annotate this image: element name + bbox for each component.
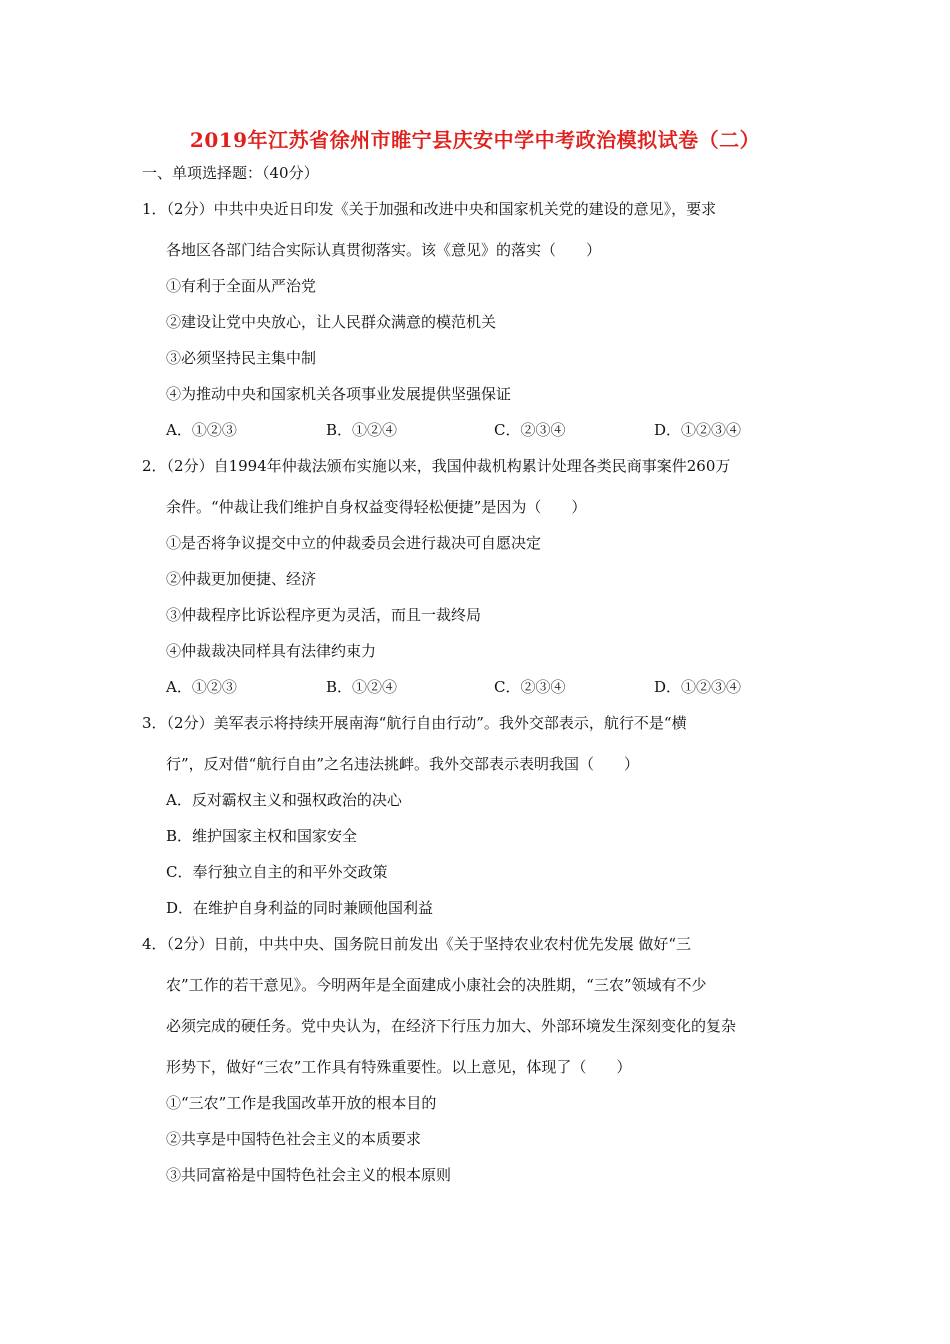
question-1-choice-a: A．①②③ [166, 421, 237, 439]
section-heading: 一、单项选择题：（40分） [142, 164, 319, 182]
question-1-statement-4: ④为推动中央和国家机关各项事业发展提供坚强保证 [166, 385, 512, 403]
question-3-choice-b: B．维护国家主权和国家安全 [166, 827, 358, 845]
question-1-choices [166, 420, 826, 440]
question-1-statement-1: ①有利于全面从严治党 [166, 277, 317, 295]
question-2-statement-3: ③仲裁程序比诉讼程序更为灵活，而且一裁终局 [166, 606, 482, 624]
question-2-statement-2: ②仲裁更加便捷、经济 [166, 570, 317, 588]
question-2-stem-line-1: 2．（2分）自1994年仲裁法颁布实施以来，我国仲裁机构累计处理各类民商事案件260万 [142, 457, 731, 475]
question-1-choice-d: D．①②③④ [654, 421, 742, 439]
question-2-statement-1: ①是否将争议提交中立的仲裁委员会进行裁决可自愿决定 [166, 534, 542, 552]
question-4-statement-3: ③共同富裕是中国特色社会主义的根本原则 [166, 1166, 452, 1184]
question-1-stem-line-2: 各地区各部门结合实际认真贯彻落实。该《意见》的落实（ ） [166, 241, 602, 259]
question-3-choice-a: A．反对霸权主义和强权政治的决心 [166, 791, 402, 809]
question-3-stem-line-2: 行”，反对借“航行自由”之名违法挑衅。我外交部表示表明我国（ ） [166, 755, 640, 773]
question-1-statement-2: ②建设让党中央放心，让人民群众满意的模范机关 [166, 313, 497, 331]
question-2-choice-a: A．①②③ [166, 678, 237, 696]
question-1-choice-b: B．①②④ [326, 421, 398, 439]
question-3-choice-d: D．在维护自身利益的同时兼顾他国利益 [166, 899, 434, 917]
question-2-choice-b: B．①②④ [326, 678, 398, 696]
question-2-stem-line-2: 余件。“仲裁让我们维护自身权益变得轻松便捷”是因为（ ） [166, 498, 587, 516]
question-4-stem-line-1: 4．（2分）日前，中共中央、国务院日前发出《关于坚持农业农村优先发展 做好“三 [142, 935, 692, 953]
question-3-choice-c: C．奉行独立自主的和平外交政策 [166, 863, 388, 881]
question-4-stem-line-2: 农”工作的若干意见》。今明两年是全面建成小康社会的决胜期，“三农”领域有不少 [166, 976, 707, 994]
question-2-choice-d: D．①②③④ [654, 678, 742, 696]
question-4-stem-line-4: 形势下，做好“三农”工作具有特殊重要性。以上意见，体现了（ ） [166, 1058, 632, 1076]
question-2-statement-4: ④仲裁裁决同样具有法律约束力 [166, 642, 377, 660]
question-4-stem-line-3: 必须完成的硬任务。党中央认为，在经济下行压力加大、外部环境发生深刻变化的复杂 [166, 1017, 737, 1035]
question-3-stem-line-1: 3．（2分）美军表示将持续开展南海“航行自由行动”。我外交部表示，航行不是“横 [142, 714, 687, 732]
question-2-choices [166, 677, 826, 697]
question-2-choice-c: C．②③④ [494, 678, 566, 696]
question-4-statement-1: ①“三农”工作是我国改革开放的根本目的 [166, 1094, 437, 1112]
question-1-statement-3: ③必须坚持民主集中制 [166, 349, 317, 367]
question-1-stem-line-1: 1．（2分）中共中央近日印发《关于加强和改进中央和国家机关党的建设的意见》，要求 [142, 200, 717, 218]
question-1-choice-c: C．②③④ [494, 421, 566, 439]
question-4-statement-2: ②共享是中国特色社会主义的本质要求 [166, 1130, 422, 1148]
document-title: 2019年江苏省徐州市睢宁县庆安中学中考政治模拟试卷（二） [189, 128, 761, 152]
